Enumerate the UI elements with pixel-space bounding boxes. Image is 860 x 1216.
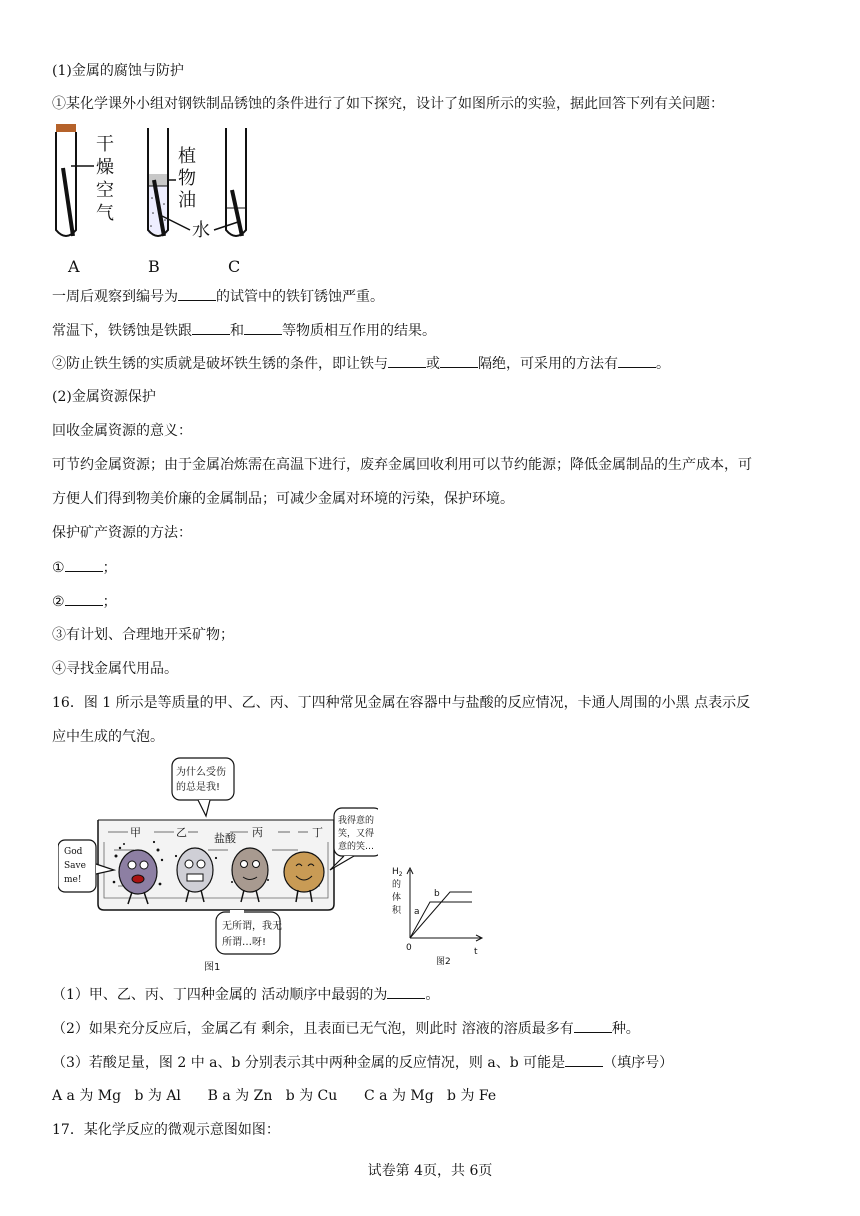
- caption-a: A: [68, 257, 80, 276]
- y-axis-label: [392, 867, 403, 916]
- ylabel-char: 的: [392, 880, 402, 890]
- answer-blank[interactable]: [178, 287, 216, 301]
- q16-text-1: 16．图 1 所示是等质量的甲、乙、丙、丁四种常见金属在容器中与盐酸的反应情况，卡通人周围的小黑 点表示反: [52, 695, 751, 711]
- tube-captions: [67, 257, 240, 276]
- recycle-text-2: 方便人们得到物美价廉的金属制品；可减少金属对环境的污染，保护环境。: [52, 491, 514, 507]
- protect-heading: 保护矿产资源的方法：: [52, 525, 192, 541]
- answer-blank[interactable]: [440, 354, 478, 368]
- caption-c: C: [228, 257, 241, 276]
- ylabel-char: 体: [392, 893, 402, 903]
- bubble-text: 笑，又得: [338, 829, 375, 839]
- oil-label: [178, 146, 196, 211]
- ylabel-h: H: [392, 867, 399, 877]
- q17-text: 17．某化学反应的微观示意图如图：: [52, 1122, 280, 1138]
- q1-line1: 一周后观察到编号为 的试管中的铁钉锈蚀严重。: [52, 289, 384, 305]
- q16-sub2: （2）如果充分反应后，金属乙有 剩余，且表面已无气泡，则此时 溶液的溶质最多有 种。: [52, 1021, 640, 1037]
- metal-label-ding: 丁: [312, 826, 323, 839]
- dry-air-char: 干: [96, 134, 114, 155]
- figure-2-chart: [388, 862, 488, 968]
- water-label: 水: [192, 220, 210, 241]
- tube-b: [148, 128, 176, 236]
- oil-char: 油: [178, 190, 196, 211]
- question-intro: ①某化学课外小组对钢铁制品锈蚀的条件进行了如下探究，设计了如图所示的实验，据此回答下列有关问题：: [52, 96, 724, 112]
- answer-blank[interactable]: [387, 985, 425, 999]
- section2-heading: (2)金属资源保护: [52, 389, 156, 405]
- q1-line2: 常温下，铁锈蚀是铁跟 和 等物质相互作用的结果。: [52, 323, 436, 339]
- oil-char: 植: [178, 146, 196, 167]
- protect-item-3: ③有计划、合理地开采矿物；: [52, 627, 234, 643]
- recycle-heading: 回收金属资源的意义：: [52, 423, 192, 439]
- tube-c: [226, 128, 246, 236]
- figure-1-caption: 图1: [204, 962, 221, 973]
- protect-item-1: ① ；: [52, 560, 117, 576]
- section1-heading: (1)金属的腐蚀与防护: [52, 63, 184, 79]
- dry-air-char: 空: [96, 180, 114, 201]
- answer-blank[interactable]: [65, 592, 103, 606]
- bubble-text: 为什么受伤: [176, 767, 226, 778]
- speech-bubble-bottom: [216, 910, 282, 954]
- test-tube-figure: [40, 118, 300, 278]
- oil-char: 物: [178, 168, 196, 189]
- answer-blank[interactable]: [565, 1053, 603, 1067]
- svg-text:H2: [392, 867, 403, 878]
- q16-options: [52, 1087, 496, 1105]
- bubble-text: Save: [64, 861, 86, 871]
- acid-label: 盐酸: [214, 832, 236, 845]
- protect-item-4: ④寻找金属代用品。: [52, 661, 178, 677]
- ylabel-char: 积: [392, 906, 402, 916]
- bubble-text: 我得意的: [338, 816, 375, 826]
- bubble-text: me!: [64, 875, 82, 885]
- dry-air-char: 燥: [96, 157, 114, 178]
- dry-air-label: [96, 134, 114, 224]
- q16-sub1: （1）甲、乙、丙、丁四种金属的 活动顺序中最弱的为 。: [52, 987, 440, 1003]
- series-a-label: a: [414, 907, 420, 917]
- x-axis-label: t: [474, 947, 478, 957]
- speech-bubble-top: [172, 758, 234, 816]
- answer-blank[interactable]: [618, 354, 656, 368]
- tube-a: [56, 124, 94, 236]
- bubble-text: 意的笑…: [338, 842, 375, 852]
- q16-sub3: （3）若酸足量，图 2 中 a、b 分别表示其中两种金属的反应情况，则 a、b 可能是 （填序号）: [52, 1055, 674, 1071]
- caption-b: B: [148, 257, 160, 276]
- answer-blank[interactable]: [388, 354, 426, 368]
- page-footer: 试卷第 4页，共 6页: [367, 1163, 493, 1179]
- answer-blank[interactable]: [192, 321, 230, 335]
- q1-line3: ②防止铁生锈的实质就是破坏铁生锈的条件，即让铁与 或 隔绝，可采用的方法有 。: [52, 356, 670, 372]
- answer-blank[interactable]: [574, 1019, 612, 1033]
- option-a: A a 为 Mg b 为 Al: [52, 1088, 181, 1104]
- metal-label-bing: 丙: [252, 826, 263, 839]
- metal-label-jia: 甲: [130, 826, 141, 839]
- q16-text-2: 应中生成的气泡。: [52, 729, 164, 745]
- figure-2-caption: 图2: [436, 957, 451, 967]
- metal-label-yi: 乙: [176, 826, 187, 839]
- bubble-text: 无所谓，我无: [222, 921, 282, 932]
- bubble-text: God: [64, 847, 83, 857]
- answer-blank[interactable]: [65, 558, 103, 572]
- answer-blank[interactable]: [244, 321, 282, 335]
- figure-1-beaker: [58, 752, 378, 974]
- speech-bubble-right: [330, 808, 378, 870]
- bubble-text: 所谓…呀!: [222, 937, 267, 948]
- recycle-text-1: 可节约金属资源；由于金属冶炼需在高温下进行，废弃金属回收利用可以节约能源；降低金属制品的生产成本，可: [52, 457, 752, 473]
- origin-label: 0: [406, 943, 412, 953]
- protect-item-2: ② ；: [52, 594, 117, 610]
- ylabel-sub: 2: [398, 871, 403, 878]
- bubble-text: 的总是我!: [176, 782, 221, 793]
- option-c: C a 为 Mg b 为 Fe: [363, 1088, 497, 1104]
- dry-air-char: 气: [96, 203, 114, 224]
- series-b-label: b: [434, 889, 440, 899]
- option-b: B a 为 Zn b 为 Cu: [207, 1088, 338, 1104]
